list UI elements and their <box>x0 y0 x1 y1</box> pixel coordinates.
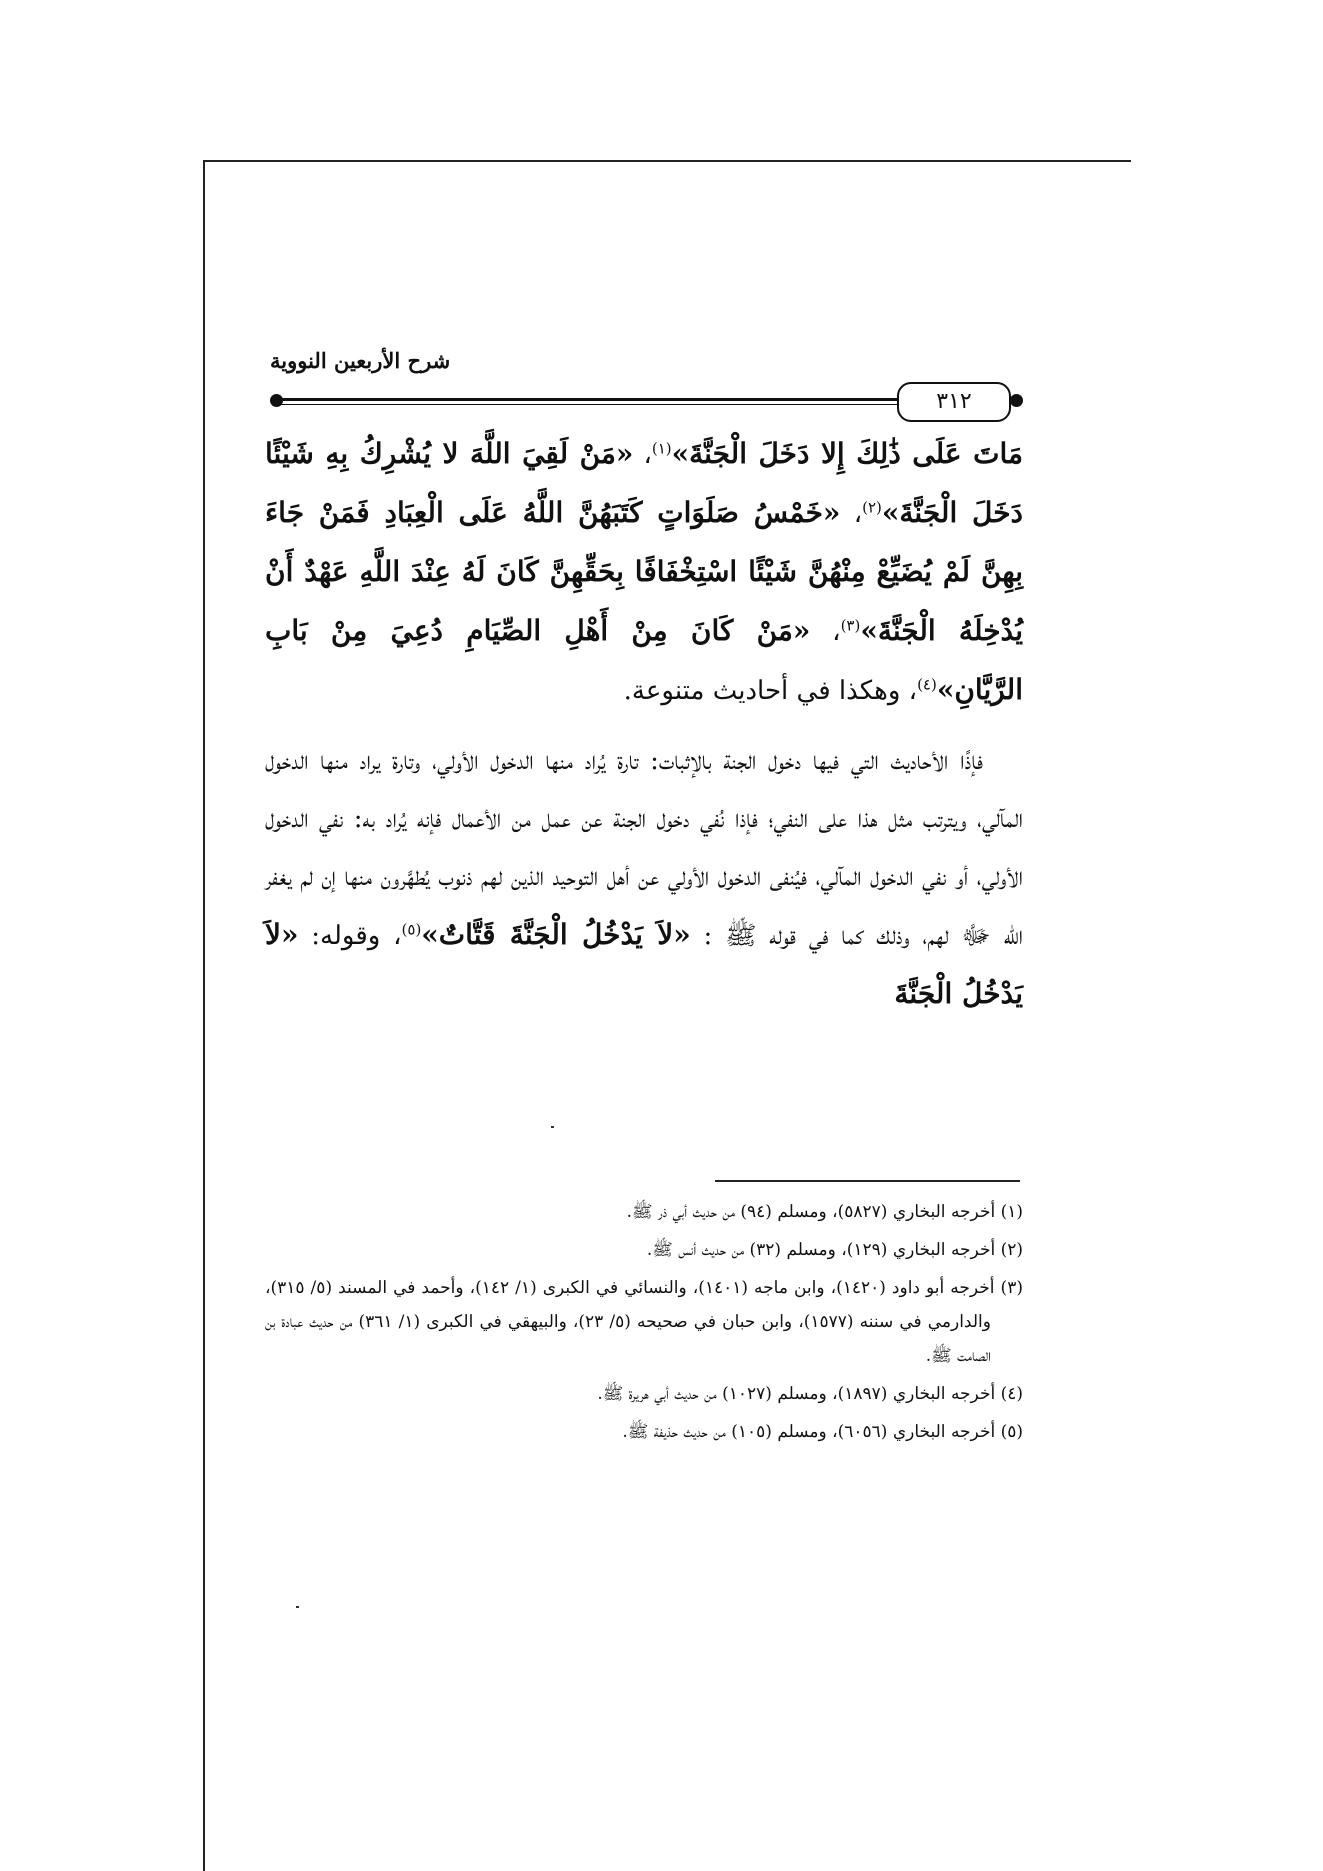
footnote-5: (٥) أخرجه البخاري (٦٠٥٦)، ومسلم (١٠٥) من حديث حذيفة ﷺ. <box>622 1422 1023 1442</box>
header-rule <box>278 398 898 401</box>
book-title: شرح الأربعين النووية <box>270 348 451 373</box>
main-text <box>265 425 1023 1024</box>
footnote-ref[interactable]: (٤) <box>917 675 937 694</box>
header-ornament-right <box>1010 394 1023 407</box>
page-number: ٣١٢ <box>897 382 1011 422</box>
paragraph-2 <box>265 732 1023 1024</box>
scan-frame-top-line <box>203 160 1131 162</box>
text: ، <box>840 499 863 529</box>
hadith-text: «مَنْ كَانَ مِنْ أَهْلِ الصِّيَامِ دُعِيَ مِنْ بَابِ الرَّيَّانِ» <box>265 614 1023 706</box>
hadith-text: «لاَ يَدْخُلُ الْجَنَّةَ <box>265 918 1023 1010</box>
footnotes <box>265 1195 1023 1453</box>
text: ، <box>810 617 841 647</box>
paragraph-1 <box>265 425 1023 720</box>
footnote-3: (٣) أخرجه أبو داود (١٤٢٠)، وابن ماجه (١٤٠١)، والنسائي في الكبرى (١/ ١٤٢)، وأحمد في المسند (٥/ ٣١٥)، والدارمي في سننه (١٥٧٧)، وابن حبان في صحيحه (٥/ ٢٣)، والبيهقي في الكبرى (١/ ٣٦١) من حديث عبادة بن الصامت ﷺ. <box>265 1278 1023 1366</box>
scan-speck <box>296 1606 299 1608</box>
scan-speck <box>551 1126 554 1128</box>
footnote-separator <box>715 1180 1020 1182</box>
footnote-ref[interactable]: (١) <box>651 439 672 458</box>
header-rule-thin <box>278 404 898 405</box>
footnote-1: (١) أخرجه البخاري (٥٨٢٧)، ومسلم (٩٤) من حديث أبي ذر ﷺ. <box>626 1202 1023 1222</box>
running-header <box>270 348 1030 418</box>
footnote-ref[interactable]: (٢) <box>862 498 882 517</box>
text: ، وهكذا في أحاديث متنوعة. <box>623 676 918 706</box>
hadith-text: «خَمْسُ صَلَوَاتٍ كَتَبَهُنَّ اللَّهُ عَلَى الْعِبَادِ فَمَنْ جَاءَ بِهِنَّ لَمْ يُضَيِّعْ مِنْهُنَّ شَيْئًا اسْتِخْفَافًا بِحَقِّهِنَّ كَانَ لَهُ عِنْدَ اللَّهِ عَهْدٌ أَنْ يُدْخِلَهُ الْجَنَّةَ» <box>265 496 1024 647</box>
text: ، <box>633 440 652 470</box>
footnote-2: (٢) أخرجه البخاري (١٢٩)، ومسلم (٣٢) من حديث أنس ﷺ. <box>646 1240 1023 1260</box>
hadith-text: «لاَ يَدْخُلُ الْجَنَّةَ قَتَّاتٌ» <box>421 918 691 951</box>
scan-frame-left-line <box>203 160 205 1871</box>
footnote-ref[interactable]: (٣) <box>840 616 861 635</box>
footnote-ref[interactable]: (٥) <box>401 920 422 939</box>
text: ، وقوله: <box>298 921 402 951</box>
hadith-text: مَاتَ عَلَى ذَٰلِكَ إِلا دَخَلَ الْجَنَّةَ» <box>671 437 1024 470</box>
text: فإذًا الأحاديث التي فيها دخول الجنة بالإثبات: تارة يُراد منها الدخول الأولي، وتارة يراد منها الدخول المآلي، ويترتب مثل هذا على النفي؛ فإذا نُفي دخول الجنة عن عمل من الأعمال فإنه يُراد به: نفي الدخول الأولي، أو نفي الدخول المآلي، فيُنفى الدخول الأولي عن أهل التوحيد الذين لهم ذنوب يُطهَّرون منها إن لم يغفر الله ﷻ لهم، وذلك كما في قوله ﷺ : <box>265 746 1023 951</box>
hadith-text: «مَنْ لَقِيَ اللَّهَ لا يُشْرِكُ بِهِ شَيْئًا دَخَلَ الْجَنَّةَ» <box>265 437 1024 529</box>
footnote-4: (٤) أخرجه البخاري (١٨٩٧)، ومسلم (١٠٢٧) من حديث أبي هريرة ﷺ. <box>597 1384 1023 1404</box>
